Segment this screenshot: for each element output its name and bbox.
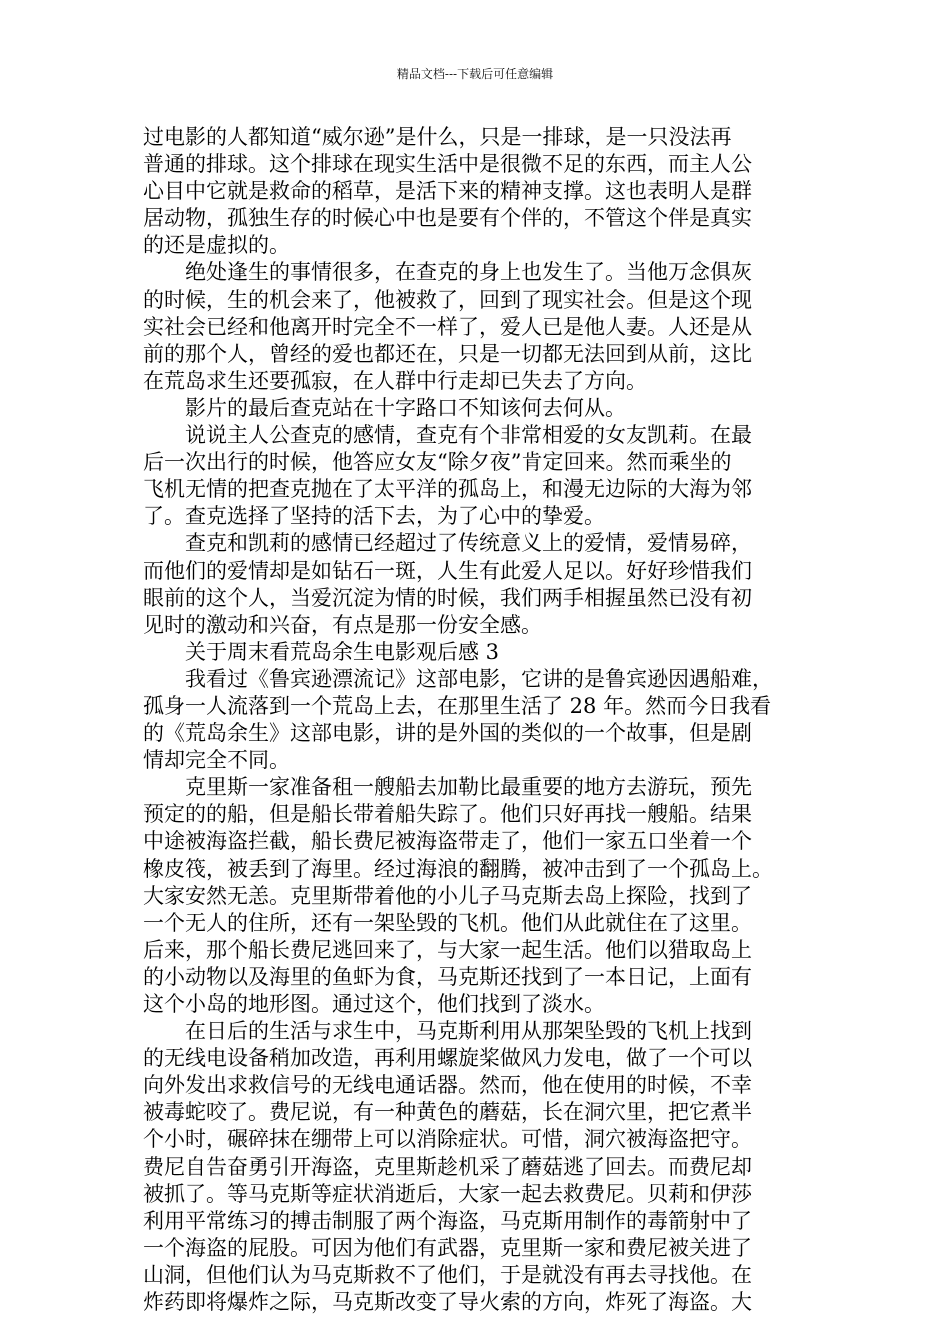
- text-line: 的还是虚拟的。: [143, 233, 290, 258]
- text-line: 被抓了。等马克斯等症状消逝后，大家一起去救费尼。贝莉和伊莎: [143, 1181, 752, 1206]
- text-line: 而他们的爱情却是如钻石一斑，人生有此爱人足以。好好珍惜我们: [143, 558, 752, 583]
- text-line: 查克和凯莉的感情已经超过了传统意义上的爱情，爱情易碎，: [143, 531, 752, 556]
- text-line: 这个小岛的地形图。通过这个，他们找到了淡水。: [143, 992, 605, 1016]
- text-line: 费尼自告奋勇引开海盗，克里斯趁机采了蘑菇逃了回去。而费尼却: [143, 1154, 752, 1179]
- text-line: 前的那个人，曾经的爱也都还在，只是一切都无法回到从前，这比: [143, 341, 752, 366]
- text-line: 炸药即将爆炸之际，马克斯改变了导火索的方向，炸死了海盗。大: [143, 1290, 752, 1315]
- text-line: 个小时，碾碎抹在绷带上可以消除症状。可惜，洞穴被海盗把守。: [143, 1127, 752, 1152]
- text-line: 的小动物以及海里的鱼虾为食，马克斯还找到了一本日记，上面有: [143, 964, 752, 989]
- document-body: [143, 124, 829, 1316]
- text-line: 我看过《鲁宾逊漂流记》这部电影，它讲的是鲁宾逊因遇船难，: [143, 666, 773, 691]
- text-line: 的无线电设备稍加改造，再利用螺旋桨做风力发电，做了一个可以: [143, 1046, 752, 1071]
- text-line: 在荒岛求生还要孤寂，在人群中行走却已失去了方向。: [143, 368, 647, 393]
- page-header: 精品文档---下载后可任意编辑: [396, 67, 554, 81]
- text-line: 一个无人的住所，还有一架坠毁的飞机。他们从此就住在了这里。: [143, 910, 752, 935]
- text-line: 向外发出求救信号的无线电通话器。然而，他在使用的时候，不幸: [143, 1073, 752, 1098]
- text-line: 克里斯一家准备租一艘船去加勒比最重要的地方去游玩，预先: [143, 775, 752, 800]
- paragraph: [143, 259, 829, 394]
- text-line: 见时的激动和兴奋，有点是那一份安全感。: [143, 612, 542, 637]
- text-line: 过电影的人都知道“威尔逊”是什么，只是一排球，是一只没法再: [143, 125, 732, 149]
- text-line: 影片的最后查克站在十字路口不知该何去何从。: [143, 395, 626, 420]
- paragraph: [143, 395, 829, 422]
- text-line: 说说主人公查克的感情，查克有个非常相爱的女友凯莉。在最: [143, 423, 752, 448]
- section-heading: [143, 639, 829, 666]
- paragraph: [143, 124, 829, 259]
- text-line: 情却完全不同。: [143, 748, 290, 773]
- text-line: 眼前的这个人，当爱沉淀为情的时候，我们两手相握虽然已没有初: [143, 585, 752, 610]
- paragraph: [143, 422, 829, 530]
- text-line: 关于周末看荒岛余生电影观后感 3: [143, 639, 500, 664]
- text-line: 孤身一人流落到一个荒岛上去，在那里生活了 28 年。然而今日我看: [143, 693, 772, 718]
- paragraph: [143, 530, 829, 638]
- text-line: 橡皮筏，被丢到了海里。经过海浪的翻腾，被冲击到了一个孤岛上。: [143, 856, 773, 881]
- text-line: 一个海盗的屁股。可因为他们有武器，克里斯一家和费尼被关进了: [143, 1235, 752, 1260]
- text-line: 利用平常练习的搏击制服了两个海盗，马克斯用制作的毒箭射中了: [143, 1208, 752, 1233]
- text-line: 居动物，孤独生存的时候心中也是要有个伴的，不管这个伴是真实: [143, 206, 752, 231]
- text-line: 大家安然无恙。克里斯带着他的小儿子马克斯去岛上探险，找到了: [143, 883, 752, 908]
- paragraph: [143, 774, 829, 1018]
- text-line: 后一次出行的时候，他答应女友“除夕夜”肯定回来。然而乘坐的: [143, 450, 732, 475]
- text-line: 的时候，生的机会来了，他被救了，回到了现实社会。但是这个现: [143, 287, 752, 312]
- text-line: 心目中它就是救命的稻草，是活下来的精神支撑。这也表明人是群: [143, 179, 752, 204]
- text-line: 绝处逢生的事情很多，在查克的身上也发生了。当他万念俱灰: [143, 260, 752, 285]
- text-line: 实社会已经和他离开时完全不一样了，爱人已是他人妻。人还是从: [143, 314, 752, 339]
- text-line: 被毒蛇咬了。费尼说，有一种黄色的蘑菇，长在洞穴里，把它煮半: [143, 1100, 752, 1125]
- text-line: 飞机无情的把查克抛在了太平洋的孤岛上，和漫无边际的大海为邻: [143, 477, 752, 502]
- text-line: 了。查克选择了坚持的活下去，为了心中的挚爱。: [143, 504, 605, 529]
- text-line: 山洞，但他们认为马克斯救不了他们，于是就没有再去寻找他。在: [143, 1262, 752, 1287]
- text-line: 中途被海盗拦截，船长费尼被海盗带走了，他们一家五口坐着一个: [143, 829, 752, 854]
- text-line: 普通的排球。这个排球在现实生活中是很微不足的东西，而主人公: [143, 152, 752, 177]
- text-line: 后来，那个船长费尼逃回来了，与大家一起生活。他们以猎取岛上: [143, 937, 752, 962]
- paragraph: [143, 1018, 829, 1316]
- text-line: 的《荒岛余生》这部电影，讲的是外国的类似的一个故事，但是剧: [143, 721, 752, 746]
- text-line: 在日后的生活与求生中，马克斯利用从那架坠毁的飞机上找到: [143, 1019, 752, 1044]
- text-line: 预定的的船，但是船长带着船失踪了。他们只好再找一艘船。结果: [143, 802, 752, 827]
- paragraph: [143, 666, 829, 774]
